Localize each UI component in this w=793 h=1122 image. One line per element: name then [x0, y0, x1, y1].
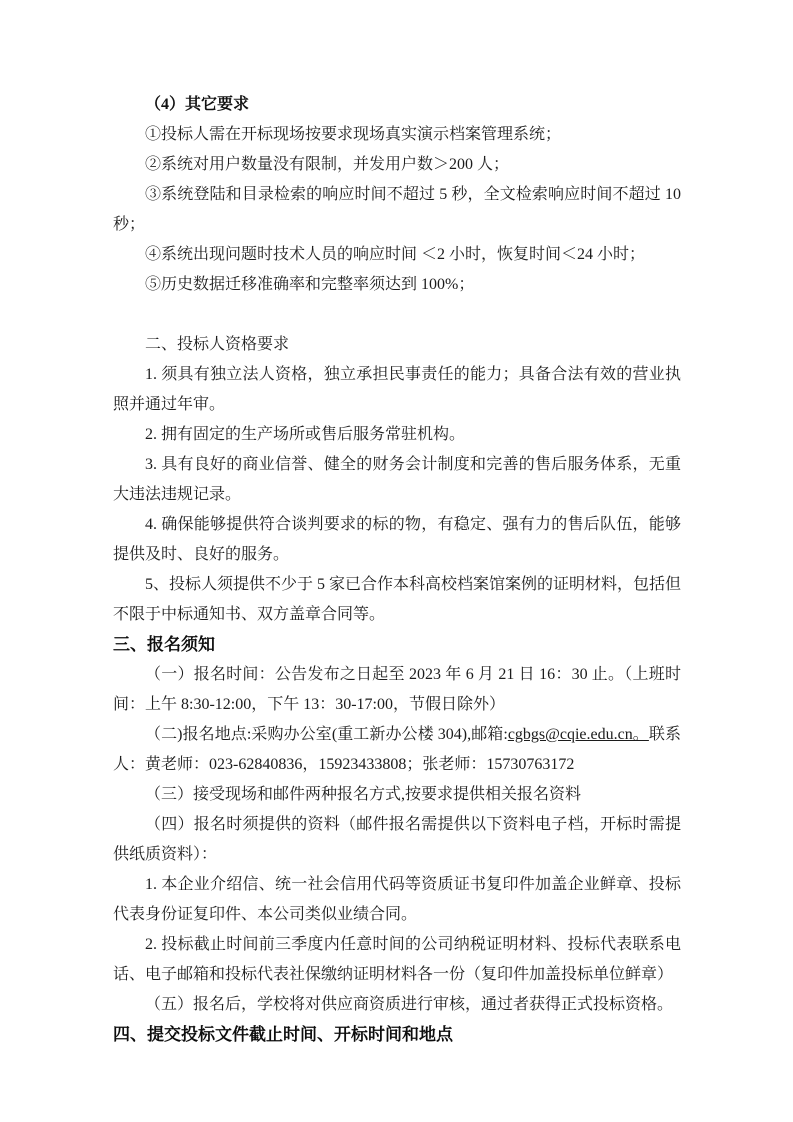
material-item-2: 2. 投标截止时间前三季度内任意时间的公司纳税证明材料、投标代表联系电话、电子邮箱和投标代表社保缴纳证明材料各一份（复印件加盖投标单位鲜章） — [113, 936, 681, 983]
requirement-item-2: ②系统对用户数量没有限制，并发用户数＞200 人； — [145, 156, 510, 173]
requirement-item-3: ③系统登陆和目录检索的响应时间不超过 5 秒，全文检索响应时间不超过 10 秒； — [113, 186, 681, 233]
registration-contacts-text: 联系人：黄老师：023-62840836，15923433808；张老师：15730763172 — [113, 726, 681, 773]
qualification-item-2: 2. 拥有固定的生产场所或售后服务常驻机构。 — [145, 426, 466, 443]
heading-submission-deadline: 四、提交投标文件截止时间、开标时间和地点 — [113, 1025, 453, 1044]
heading-registration-notice: 三、报名须知 — [113, 635, 215, 654]
heading-other-requirements: （4）其它要求 — [145, 96, 250, 113]
para-registration-location — [113, 720, 681, 780]
para-required-materials-intro: （四）报名时须提供的资料（邮件报名需提供以下资料电子档，开标时需提供纸质资料）： — [113, 816, 681, 863]
qualification-item-5: 5、投标人须提供不少于 5 家已合作本科高校档案馆案例的证明材料，包括但不限于中标通知书、双方盖章合同等。 — [113, 576, 682, 623]
qualification-item-3: 3. 具有良好的商业信誉、健全的财务会计制度和完善的售后服务体系，无重大违法违规记录。 — [113, 456, 681, 503]
qualification-item-1: 1. 须具有独立法人资格，独立承担民事责任的能力；具备合法有效的营业执照并通过年审。 — [113, 366, 681, 413]
heading-bidder-qualifications: 二、投标人资格要求 — [145, 336, 290, 353]
para-registration-time: （一）报名时间：公告发布之日起至 2023 年 6 月 21 日 16：30 止。（上班时间：上午 8:30-12:00，下午 13：30-17:00，节假日除外） — [113, 666, 681, 713]
requirement-item-4: ④系统出现问题时技术人员的响应时间 ＜2 小时，恢复时间＜24 小时； — [145, 246, 646, 263]
qualification-item-4: 4. 确保能够提供符合谈判要求的标的物，有稳定、强有力的售后队伍，能够提供及时、良好的服务。 — [113, 516, 681, 563]
para-registration-methods: （三）接受现场和邮件两种报名方式,按要求提供相关报名资料 — [145, 786, 582, 803]
material-item-1: 1. 本企业介绍信、统一社会信用代码等资质证书复印件加盖企业鲜章、投标代表身份证复印件、本公司类似业绩合同。 — [113, 876, 681, 923]
para-qualification-review: （五）报名后，学校将对供应商资质进行审核，通过者获得正式投标资格。 — [145, 996, 674, 1013]
email-link[interactable]: cgbgs@cqie.edu.cn。 — [507, 726, 649, 743]
requirement-item-1: ①投标人需在开标现场按要求现场真实演示档案管理系统； — [145, 126, 562, 143]
registration-location-text: （二)报名地点:采购办公室(重工新办公楼 304),邮箱: — [145, 726, 508, 743]
requirement-item-5: ⑤历史数据迁移准确率和完整率须达到 100%； — [145, 276, 475, 293]
